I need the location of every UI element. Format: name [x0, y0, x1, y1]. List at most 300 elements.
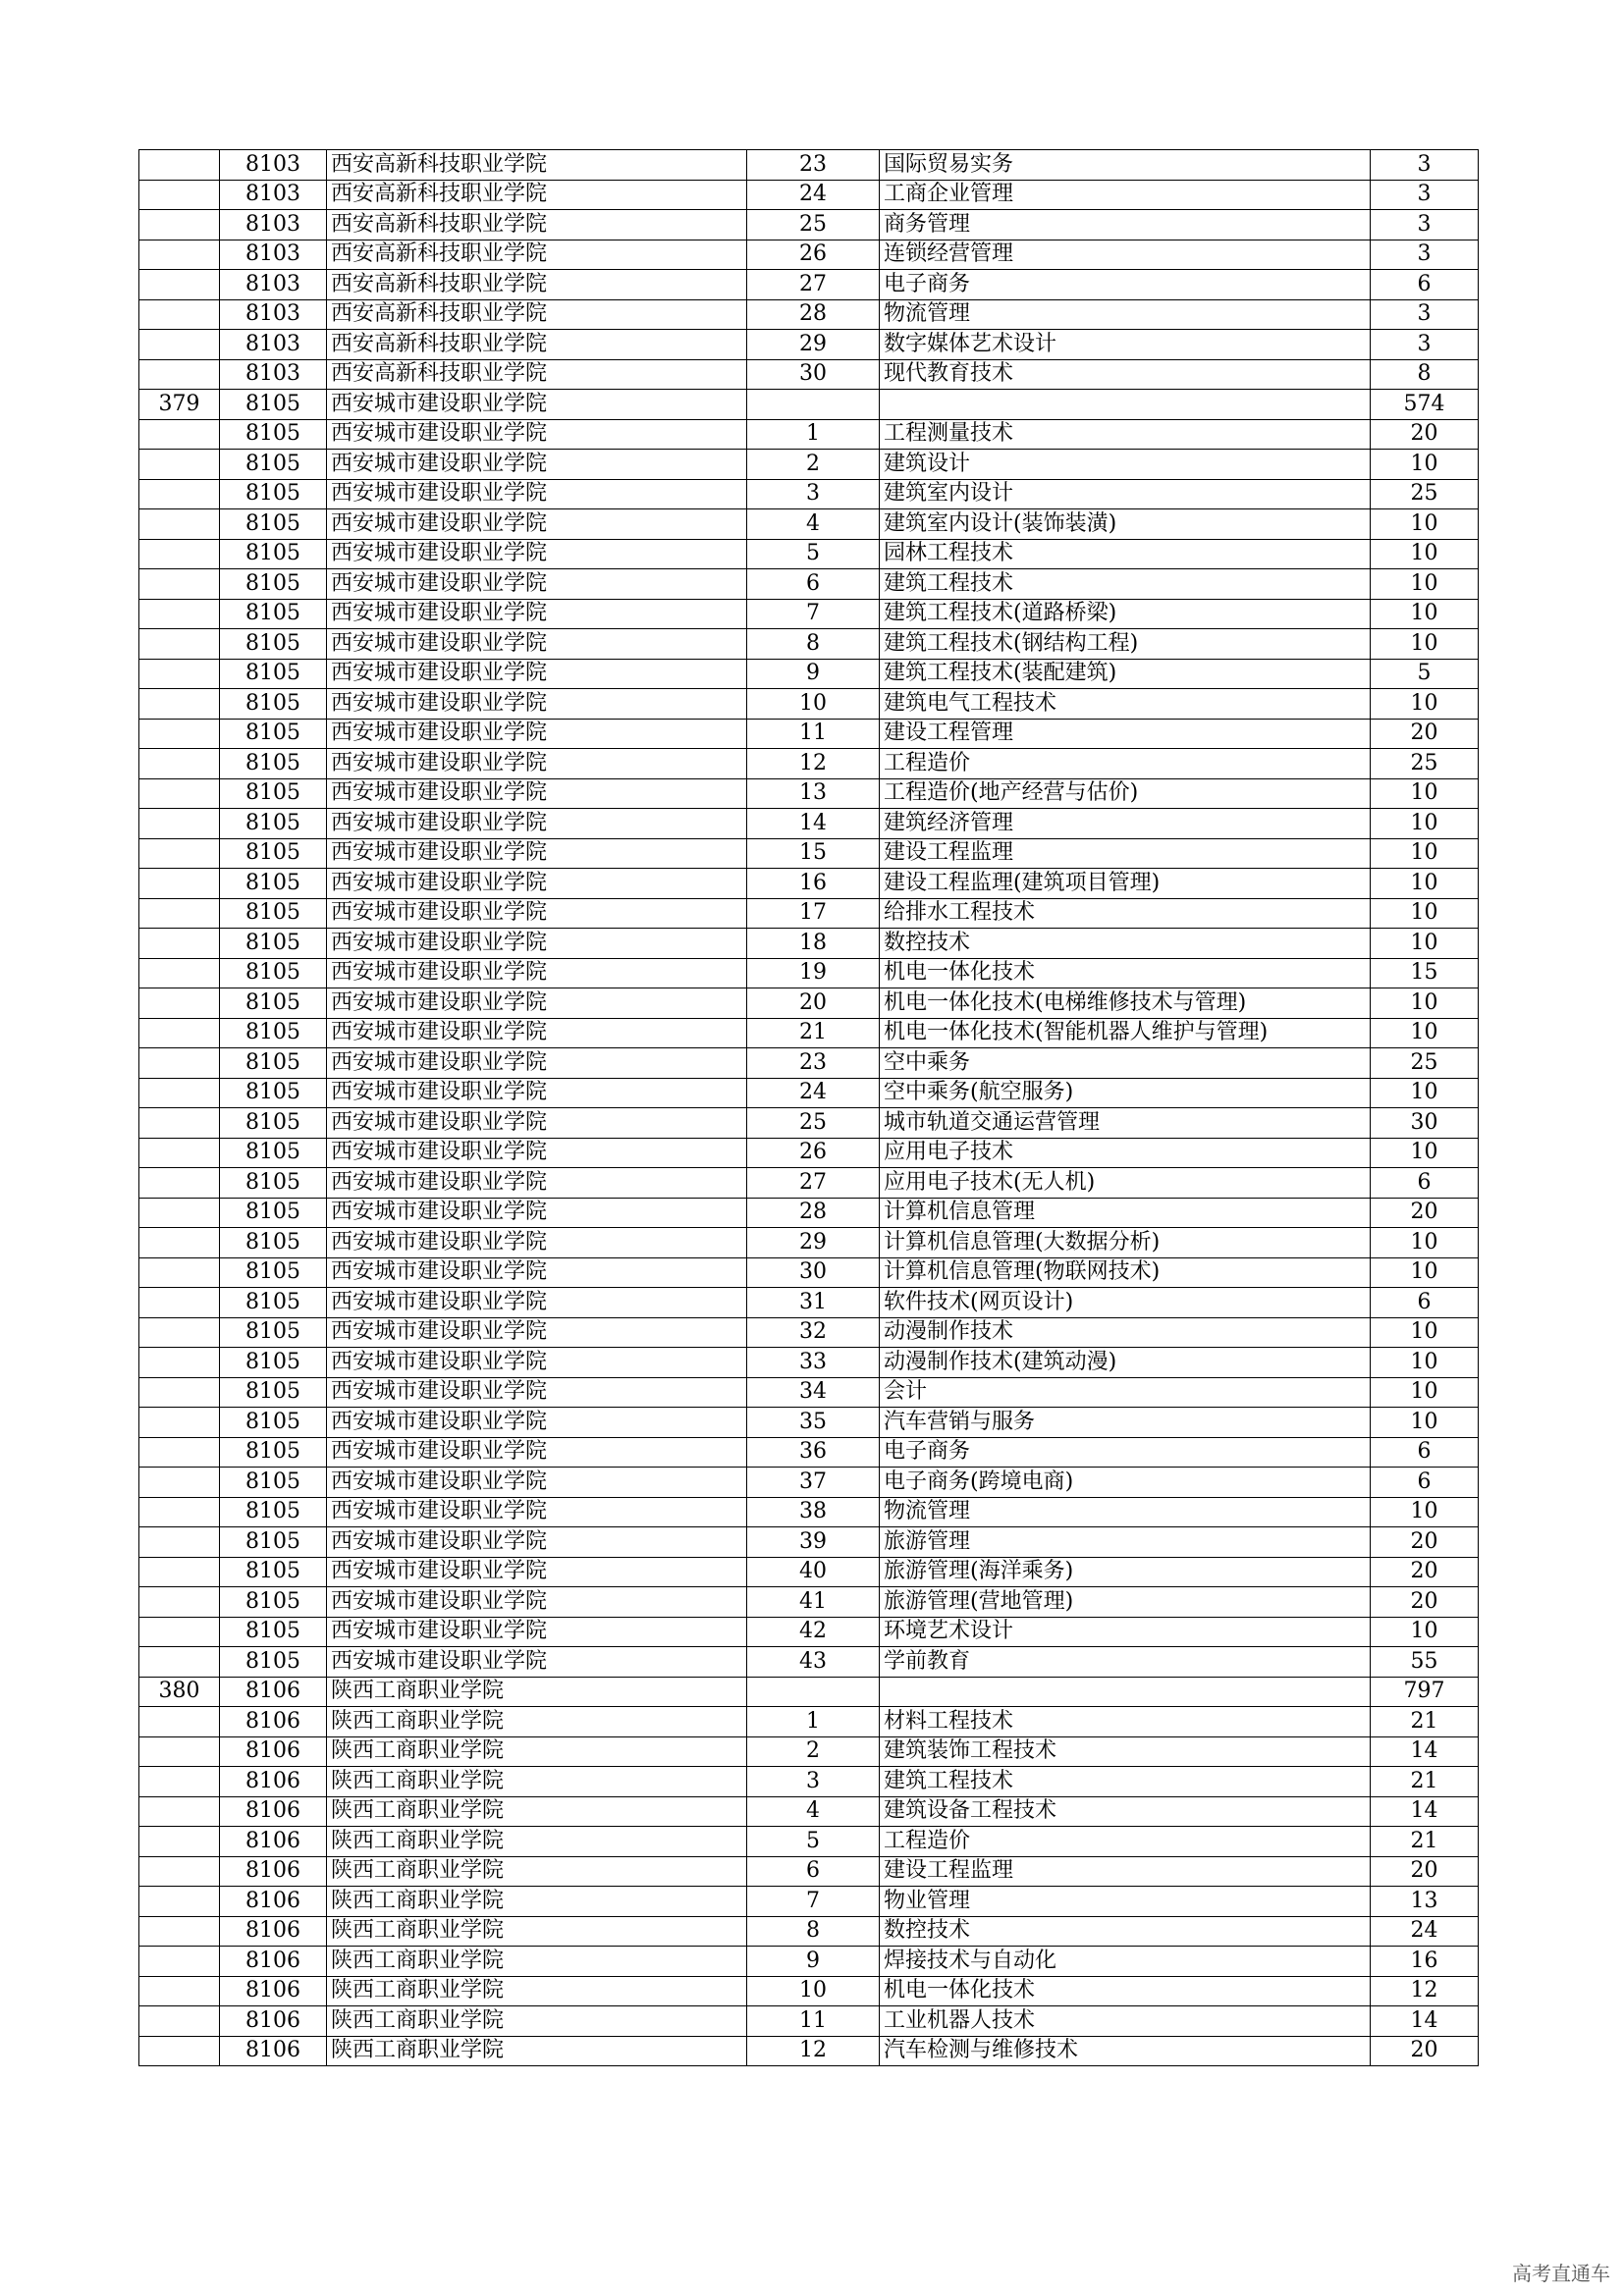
major-number-cell: 26	[747, 1138, 880, 1168]
school-code-cell: 8106	[220, 1707, 327, 1737]
table-row	[139, 1257, 1479, 1288]
table-row	[139, 1856, 1479, 1887]
table-row	[139, 1557, 1479, 1587]
school-code-cell: 8105	[220, 569, 327, 600]
major-name-cell: 旅游管理	[880, 1527, 1371, 1558]
seq-cell	[139, 898, 220, 929]
plan-count-cell: 20	[1371, 1557, 1479, 1587]
school-name-cell: 西安城市建设职业学院	[327, 1078, 747, 1108]
major-name-cell: 汽车营销与服务	[880, 1408, 1371, 1438]
seq-cell	[139, 2006, 220, 2037]
major-number-cell: 3	[747, 1767, 880, 1797]
table-row	[139, 1108, 1479, 1139]
enrollment-table	[138, 149, 1479, 2066]
seq-cell	[139, 778, 220, 809]
school-code-cell: 8106	[220, 1887, 327, 1917]
school-name-cell: 西安高新科技职业学院	[327, 150, 747, 181]
plan-count-cell: 10	[1371, 1348, 1479, 1378]
table-row	[139, 1138, 1479, 1168]
school-name-cell: 西安城市建设职业学院	[327, 1377, 747, 1408]
table-row	[139, 1617, 1479, 1647]
school-name-cell: 西安城市建设职业学院	[327, 1108, 747, 1139]
major-name-cell: 建设工程监理(建筑项目管理)	[880, 869, 1371, 899]
table-row	[139, 1947, 1479, 1977]
school-name-cell: 西安城市建设职业学院	[327, 1257, 747, 1288]
major-name-cell: 连锁经营管理	[880, 240, 1371, 270]
school-name-cell: 西安高新科技职业学院	[327, 359, 747, 390]
major-number-cell: 8	[747, 1916, 880, 1947]
seq-cell	[139, 1437, 220, 1468]
school-code-cell: 8106	[220, 1916, 327, 1947]
major-number-cell: 16	[747, 869, 880, 899]
school-name-cell: 西安城市建设职业学院	[327, 1557, 747, 1587]
school-code-cell: 8105	[220, 1617, 327, 1647]
school-name-cell: 陕西工商职业学院	[327, 1707, 747, 1737]
seq-cell	[139, 210, 220, 240]
major-name-cell: 学前教育	[880, 1647, 1371, 1678]
table-row	[139, 869, 1479, 899]
table-row	[139, 988, 1479, 1019]
table-row	[139, 599, 1479, 629]
major-number-cell: 2	[747, 450, 880, 480]
table-row	[139, 1468, 1479, 1498]
table-row	[139, 1317, 1479, 1348]
major-name-cell: 电子商务	[880, 1437, 1371, 1468]
major-number-cell: 26	[747, 240, 880, 270]
plan-count-cell: 16	[1371, 1947, 1479, 1977]
plan-count-cell: 10	[1371, 1018, 1479, 1048]
seq-cell	[139, 929, 220, 959]
school-code-cell: 8105	[220, 659, 327, 689]
school-name-cell: 陕西工商职业学院	[327, 2036, 747, 2066]
major-name-cell: 动漫制作技术	[880, 1317, 1371, 1348]
plan-count-cell: 10	[1371, 1408, 1479, 1438]
major-number-cell: 38	[747, 1497, 880, 1527]
table-row	[139, 719, 1479, 749]
major-number-cell: 4	[747, 1796, 880, 1827]
major-name-cell: 软件技术(网页设计)	[880, 1288, 1371, 1318]
plan-count-cell: 3	[1371, 299, 1479, 330]
plan-count-cell: 13	[1371, 1887, 1479, 1917]
seq-cell	[139, 539, 220, 569]
school-name-cell: 西安城市建设职业学院	[327, 719, 747, 749]
major-name-cell: 应用电子技术	[880, 1138, 1371, 1168]
school-code-cell: 8105	[220, 719, 327, 749]
school-name-cell: 西安城市建设职业学院	[327, 1228, 747, 1258]
table-body	[139, 150, 1479, 2066]
table-row	[139, 898, 1479, 929]
major-name-cell: 工商企业管理	[880, 180, 1371, 210]
table-row	[139, 1736, 1479, 1767]
major-number-cell: 32	[747, 1317, 880, 1348]
school-name-cell: 陕西工商职业学院	[327, 1796, 747, 1827]
school-code-cell: 8105	[220, 1647, 327, 1678]
table-row	[139, 1048, 1479, 1079]
plan-count-cell: 10	[1371, 988, 1479, 1019]
seq-cell	[139, 180, 220, 210]
school-name-cell: 西安城市建设职业学院	[327, 749, 747, 779]
major-name-cell: 计算机信息管理(大数据分析)	[880, 1228, 1371, 1258]
table-row	[139, 2006, 1479, 2037]
major-number-cell	[747, 1677, 880, 1707]
school-code-cell: 8105	[220, 450, 327, 480]
major-name-cell: 商务管理	[880, 210, 1371, 240]
school-name-cell: 西安城市建设职业学院	[327, 898, 747, 929]
plan-count-cell: 14	[1371, 1796, 1479, 1827]
major-name-cell: 建筑电气工程技术	[880, 689, 1371, 720]
table-row	[139, 1228, 1479, 1258]
table-row	[139, 1288, 1479, 1318]
seq-cell	[139, 509, 220, 540]
major-name-cell: 给排水工程技术	[880, 898, 1371, 929]
seq-cell	[139, 1617, 220, 1647]
major-name-cell: 计算机信息管理(物联网技术)	[880, 1257, 1371, 1288]
seq-cell	[139, 1377, 220, 1408]
plan-count-cell: 10	[1371, 1617, 1479, 1647]
school-code-cell: 8105	[220, 1108, 327, 1139]
school-name-cell: 西安高新科技职业学院	[327, 210, 747, 240]
school-name-cell: 西安高新科技职业学院	[327, 270, 747, 300]
major-number-cell: 11	[747, 2006, 880, 2037]
school-code-cell: 8105	[220, 838, 327, 869]
plan-count-cell: 3	[1371, 240, 1479, 270]
plan-count-cell: 10	[1371, 539, 1479, 569]
plan-count-cell: 574	[1371, 390, 1479, 420]
major-name-cell: 建筑设计	[880, 450, 1371, 480]
major-name-cell: 空中乘务	[880, 1048, 1371, 1079]
school-code-cell: 8105	[220, 1587, 327, 1618]
table-row	[139, 509, 1479, 540]
seq-cell	[139, 1108, 220, 1139]
major-name-cell: 旅游管理(海洋乘务)	[880, 1557, 1371, 1587]
school-code-cell: 8105	[220, 1018, 327, 1048]
plan-count-cell: 14	[1371, 1736, 1479, 1767]
major-number-cell: 25	[747, 210, 880, 240]
table-row	[139, 1916, 1479, 1947]
plan-count-cell: 10	[1371, 1317, 1479, 1348]
school-code-cell: 8103	[220, 180, 327, 210]
table-row	[139, 1707, 1479, 1737]
school-code-cell: 8105	[220, 1317, 327, 1348]
school-code-cell: 8106	[220, 1976, 327, 2006]
major-name-cell: 数控技术	[880, 1916, 1371, 1947]
school-name-cell: 西安城市建设职业学院	[327, 778, 747, 809]
school-code-cell: 8105	[220, 1497, 327, 1527]
seq-cell	[139, 1527, 220, 1558]
seq-cell	[139, 1078, 220, 1108]
school-code-cell: 8105	[220, 1138, 327, 1168]
school-name-cell: 西安城市建设职业学院	[327, 869, 747, 899]
seq-cell	[139, 958, 220, 988]
plan-count-cell: 21	[1371, 1767, 1479, 1797]
seq-cell	[139, 749, 220, 779]
major-number-cell: 37	[747, 1468, 880, 1498]
table-row	[139, 240, 1479, 270]
plan-count-cell: 6	[1371, 1288, 1479, 1318]
major-name-cell: 旅游管理(营地管理)	[880, 1587, 1371, 1618]
table-row	[139, 569, 1479, 600]
seq-cell	[139, 659, 220, 689]
table-row	[139, 629, 1479, 660]
major-name-cell: 机电一体化技术(智能机器人维护与管理)	[880, 1018, 1371, 1048]
plan-count-cell: 3	[1371, 180, 1479, 210]
major-number-cell: 21	[747, 1018, 880, 1048]
seq-cell	[139, 719, 220, 749]
plan-count-cell: 10	[1371, 599, 1479, 629]
plan-count-cell: 10	[1371, 1257, 1479, 1288]
school-code-cell: 8103	[220, 330, 327, 360]
school-code-cell: 8103	[220, 150, 327, 181]
major-number-cell: 11	[747, 719, 880, 749]
major-name-cell: 数控技术	[880, 929, 1371, 959]
table-row	[139, 1348, 1479, 1378]
major-number-cell: 10	[747, 1976, 880, 2006]
school-code-cell: 8105	[220, 809, 327, 839]
plan-count-cell: 25	[1371, 749, 1479, 779]
major-name-cell: 应用电子技术(无人机)	[880, 1168, 1371, 1199]
seq-cell	[139, 1048, 220, 1079]
major-name-cell: 电子商务(跨境电商)	[880, 1468, 1371, 1498]
seq-cell	[139, 1138, 220, 1168]
school-name-cell: 西安城市建设职业学院	[327, 1348, 747, 1378]
seq-cell	[139, 1767, 220, 1797]
seq-cell: 380	[139, 1677, 220, 1707]
major-number-cell: 13	[747, 778, 880, 809]
plan-count-cell: 10	[1371, 898, 1479, 929]
major-name-cell: 建筑工程技术	[880, 569, 1371, 600]
seq-cell	[139, 1707, 220, 1737]
school-name-cell: 陕西工商职业学院	[327, 1677, 747, 1707]
major-number-cell: 43	[747, 1647, 880, 1678]
seq-cell	[139, 1796, 220, 1827]
school-name-cell: 西安城市建设职业学院	[327, 1018, 747, 1048]
school-code-cell: 8105	[220, 1168, 327, 1199]
seq-cell	[139, 569, 220, 600]
school-name-cell: 西安城市建设职业学院	[327, 1198, 747, 1228]
school-code-cell: 8106	[220, 1736, 327, 1767]
seq-cell	[139, 1887, 220, 1917]
major-number-cell: 2	[747, 1736, 880, 1767]
major-number-cell: 27	[747, 1168, 880, 1199]
major-name-cell: 物业管理	[880, 1887, 1371, 1917]
table-row	[139, 838, 1479, 869]
school-name-cell: 陕西工商职业学院	[327, 1856, 747, 1887]
seq-cell	[139, 599, 220, 629]
school-name-cell: 陕西工商职业学院	[327, 1947, 747, 1977]
major-name-cell: 现代教育技术	[880, 359, 1371, 390]
table-row	[139, 299, 1479, 330]
plan-count-cell: 10	[1371, 929, 1479, 959]
plan-count-cell: 10	[1371, 689, 1479, 720]
plan-count-cell: 5	[1371, 659, 1479, 689]
major-name-cell: 国际贸易实务	[880, 150, 1371, 181]
school-code-cell: 8105	[220, 1527, 327, 1558]
plan-count-cell: 3	[1371, 210, 1479, 240]
school-code-cell: 8105	[220, 1468, 327, 1498]
major-number-cell: 40	[747, 1557, 880, 1587]
school-code-cell: 8105	[220, 988, 327, 1019]
major-name-cell: 机电一体化技术	[880, 1976, 1371, 2006]
major-number-cell: 6	[747, 1856, 880, 1887]
major-name-cell	[880, 1677, 1371, 1707]
major-number-cell: 29	[747, 1228, 880, 1258]
seq-cell	[139, 1827, 220, 1857]
major-name-cell: 空中乘务(航空服务)	[880, 1078, 1371, 1108]
major-number-cell: 29	[747, 330, 880, 360]
major-number-cell: 5	[747, 1827, 880, 1857]
major-name-cell: 工程造价(地产经营与估价)	[880, 778, 1371, 809]
school-name-cell: 西安城市建设职业学院	[327, 1048, 747, 1079]
school-code-cell: 8105	[220, 1348, 327, 1378]
seq-cell	[139, 1976, 220, 2006]
school-name-cell: 陕西工商职业学院	[327, 1887, 747, 1917]
major-name-cell: 建筑工程技术(道路桥梁)	[880, 599, 1371, 629]
major-name-cell: 建筑工程技术	[880, 1767, 1371, 1797]
school-name-cell: 陕西工商职业学院	[327, 1916, 747, 1947]
major-number-cell	[747, 390, 880, 420]
major-number-cell: 27	[747, 270, 880, 300]
plan-count-cell: 10	[1371, 778, 1479, 809]
major-number-cell: 30	[747, 359, 880, 390]
seq-cell	[139, 1288, 220, 1318]
seq-cell	[139, 359, 220, 390]
school-code-cell: 8105	[220, 869, 327, 899]
major-number-cell: 28	[747, 1198, 880, 1228]
table-row	[139, 539, 1479, 569]
school-code-cell: 8103	[220, 359, 327, 390]
seq-cell	[139, 1408, 220, 1438]
major-number-cell: 3	[747, 479, 880, 509]
major-name-cell: 数字媒体艺术设计	[880, 330, 1371, 360]
major-number-cell: 18	[747, 929, 880, 959]
school-name-cell: 西安城市建设职业学院	[327, 659, 747, 689]
school-name-cell: 陕西工商职业学院	[327, 2006, 747, 2037]
table-row	[139, 689, 1479, 720]
seq-cell	[139, 1557, 220, 1587]
seq-cell	[139, 1168, 220, 1199]
plan-count-cell: 10	[1371, 1497, 1479, 1527]
school-code-cell: 8106	[220, 1767, 327, 1797]
major-number-cell: 24	[747, 180, 880, 210]
major-name-cell: 工程造价	[880, 1827, 1371, 1857]
seq-cell	[139, 1468, 220, 1498]
seq-cell	[139, 1257, 220, 1288]
major-name-cell: 物流管理	[880, 1497, 1371, 1527]
major-number-cell: 41	[747, 1587, 880, 1618]
school-code-cell: 8103	[220, 299, 327, 330]
school-name-cell: 西安城市建设职业学院	[327, 689, 747, 720]
table-row	[139, 390, 1479, 420]
school-code-cell: 8105	[220, 778, 327, 809]
table-row	[139, 180, 1479, 210]
school-name-cell: 西安城市建设职业学院	[327, 569, 747, 600]
major-number-cell: 31	[747, 1288, 880, 1318]
major-name-cell	[880, 390, 1371, 420]
seq-cell	[139, 689, 220, 720]
major-name-cell: 建筑经济管理	[880, 809, 1371, 839]
school-code-cell: 8103	[220, 210, 327, 240]
school-name-cell: 西安城市建设职业学院	[327, 509, 747, 540]
table-row	[139, 1976, 1479, 2006]
plan-count-cell: 3	[1371, 330, 1479, 360]
major-name-cell: 电子商务	[880, 270, 1371, 300]
major-number-cell: 25	[747, 1108, 880, 1139]
major-number-cell: 28	[747, 299, 880, 330]
plan-count-cell: 20	[1371, 1527, 1479, 1558]
school-code-cell: 8105	[220, 1377, 327, 1408]
school-name-cell: 西安城市建设职业学院	[327, 450, 747, 480]
school-code-cell: 8106	[220, 2006, 327, 2037]
table-row	[139, 1887, 1479, 1917]
school-code-cell: 8105	[220, 1257, 327, 1288]
school-name-cell: 西安城市建设职业学院	[327, 1317, 747, 1348]
school-name-cell: 西安城市建设职业学院	[327, 1527, 747, 1558]
plan-count-cell: 30	[1371, 1108, 1479, 1139]
watermark: 高考直通车	[1512, 2262, 1610, 2285]
school-name-cell: 西安高新科技职业学院	[327, 180, 747, 210]
table-row	[139, 419, 1479, 450]
major-number-cell: 1	[747, 419, 880, 450]
school-code-cell: 8105	[220, 1048, 327, 1079]
major-number-cell: 1	[747, 1707, 880, 1737]
seq-cell: 379	[139, 390, 220, 420]
table-row	[139, 150, 1479, 181]
seq-cell	[139, 1228, 220, 1258]
school-code-cell: 8105	[220, 898, 327, 929]
seq-cell	[139, 1856, 220, 1887]
table-row	[139, 958, 1479, 988]
school-name-cell: 西安高新科技职业学院	[327, 240, 747, 270]
school-code-cell: 8105	[220, 1228, 327, 1258]
major-name-cell: 计算机信息管理	[880, 1198, 1371, 1228]
major-name-cell: 建筑室内设计(装饰装潢)	[880, 509, 1371, 540]
school-name-cell: 西安城市建设职业学院	[327, 1138, 747, 1168]
plan-count-cell: 10	[1371, 1138, 1479, 1168]
major-number-cell: 12	[747, 2036, 880, 2066]
table-row	[139, 1437, 1479, 1468]
plan-count-cell: 21	[1371, 1827, 1479, 1857]
table-row	[139, 1527, 1479, 1558]
seq-cell	[139, 419, 220, 450]
seq-cell	[139, 629, 220, 660]
table-row	[139, 929, 1479, 959]
school-name-cell: 西安城市建设职业学院	[327, 599, 747, 629]
plan-count-cell: 15	[1371, 958, 1479, 988]
school-code-cell: 8105	[220, 1078, 327, 1108]
major-number-cell: 35	[747, 1408, 880, 1438]
school-name-cell: 西安城市建设职业学院	[327, 479, 747, 509]
major-number-cell: 5	[747, 539, 880, 569]
major-number-cell: 36	[747, 1437, 880, 1468]
table-row	[139, 450, 1479, 480]
plan-count-cell: 20	[1371, 419, 1479, 450]
major-number-cell: 6	[747, 569, 880, 600]
major-number-cell: 23	[747, 1048, 880, 1079]
major-number-cell: 14	[747, 809, 880, 839]
major-number-cell: 15	[747, 838, 880, 869]
school-code-cell: 8105	[220, 629, 327, 660]
school-name-cell: 陕西工商职业学院	[327, 1736, 747, 1767]
school-name-cell: 西安城市建设职业学院	[327, 1468, 747, 1498]
table-row	[139, 1497, 1479, 1527]
major-name-cell: 工程造价	[880, 749, 1371, 779]
major-number-cell: 24	[747, 1078, 880, 1108]
school-name-cell: 西安城市建设职业学院	[327, 809, 747, 839]
school-code-cell: 8105	[220, 1198, 327, 1228]
school-name-cell: 西安城市建设职业学院	[327, 958, 747, 988]
school-code-cell: 8105	[220, 749, 327, 779]
major-number-cell: 39	[747, 1527, 880, 1558]
